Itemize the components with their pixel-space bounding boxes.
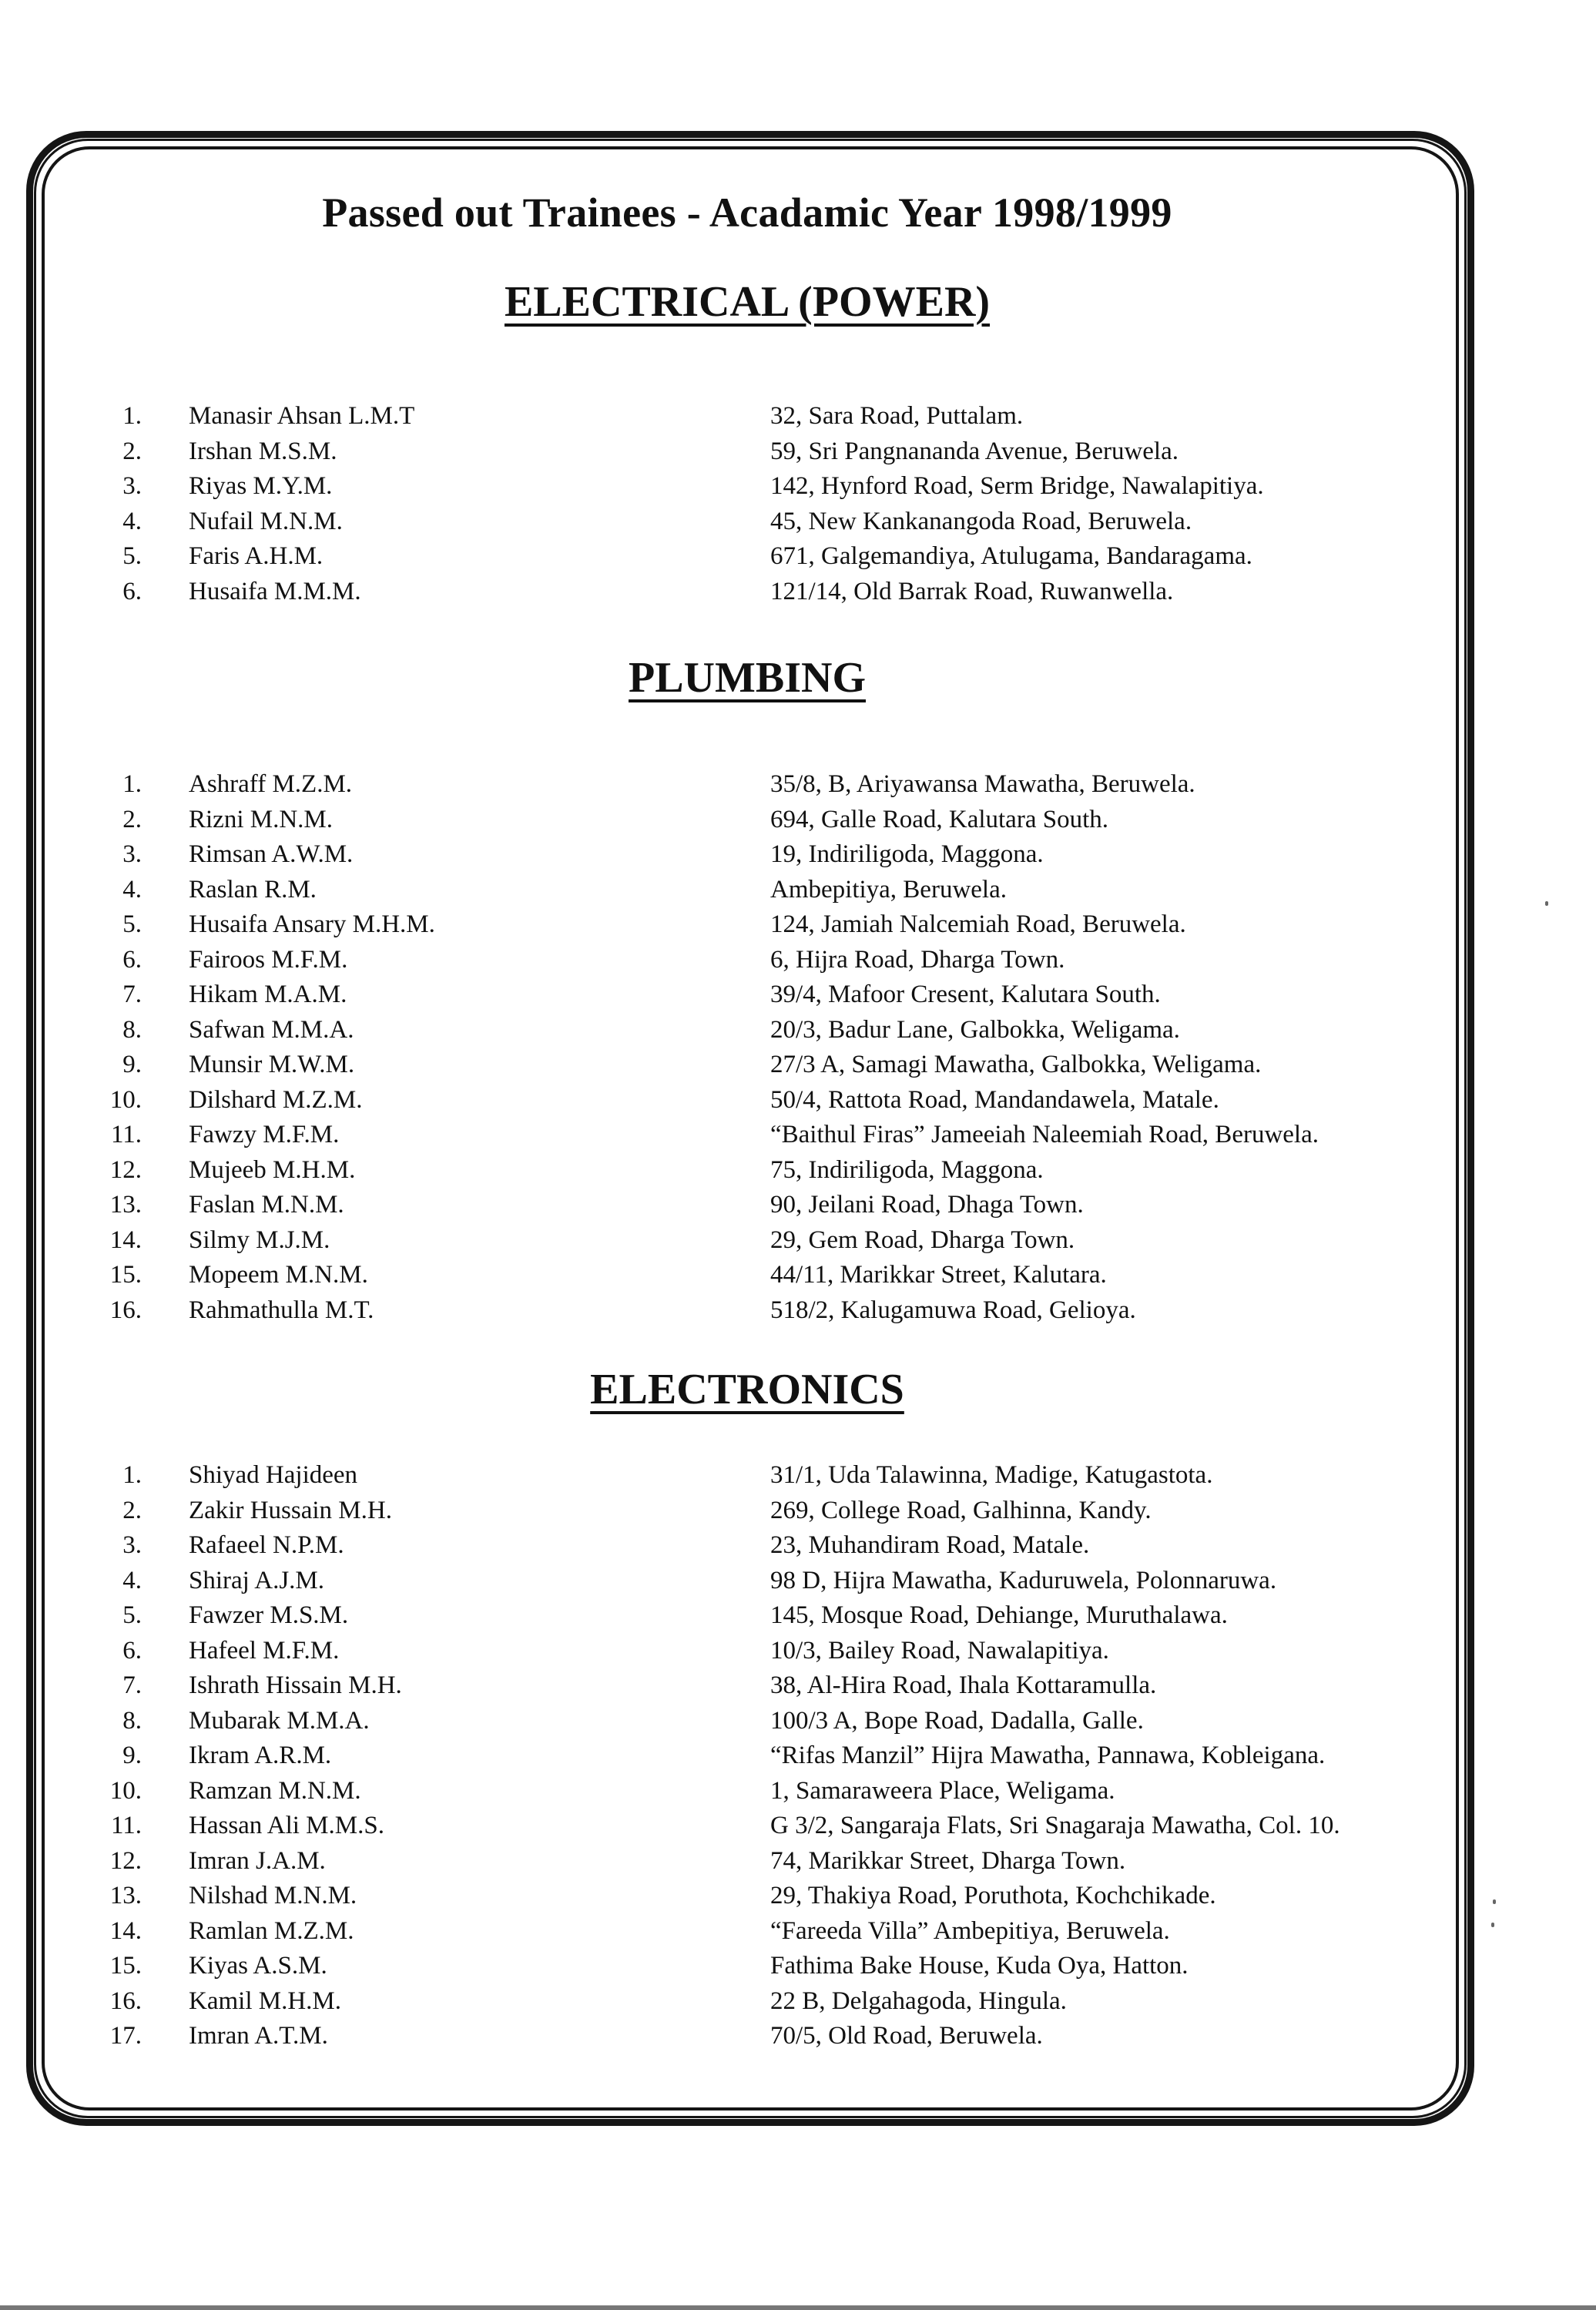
- trainee-row: [0, 943, 1596, 978]
- trainee-name: Mubarak M.M.A.: [189, 1706, 370, 1735]
- row-number: 12.: [109, 1155, 142, 1184]
- row-number: 1.: [122, 1461, 142, 1489]
- row-number: 11.: [110, 1812, 142, 1839]
- trainee-row: [0, 399, 1596, 434]
- trainee-row: [0, 1494, 1596, 1529]
- trainee-address: 6, Hijra Road, Dharga Town.: [770, 945, 1065, 974]
- row-number: 4.: [122, 875, 142, 904]
- trainee-address: 44/11, Marikkar Street, Kalutara.: [770, 1261, 1107, 1289]
- trainee-address: 145, Mosque Road, Dehiange, Muruthalawa.: [770, 1601, 1228, 1629]
- trainee-list-plumbing: [0, 767, 1596, 1328]
- trainee-name: Husaifa M.M.M.: [189, 577, 361, 605]
- trainee-row: [0, 907, 1596, 943]
- row-number: 2.: [122, 805, 142, 833]
- trainee-row: [0, 873, 1596, 908]
- trainee-name: Faslan M.N.M.: [189, 1191, 344, 1219]
- trainee-name: Hafeel M.F.M.: [189, 1636, 340, 1665]
- trainee-name: Silmy M.J.M.: [189, 1225, 330, 1254]
- trainee-row: [0, 1188, 1596, 1223]
- row-number: 5.: [122, 1601, 142, 1629]
- row-number: 10.: [109, 1085, 142, 1114]
- trainee-row: [0, 837, 1596, 873]
- row-number: 10.: [109, 1776, 142, 1805]
- trainee-row: [0, 1879, 1596, 1914]
- trainee-row: [0, 1013, 1596, 1048]
- trainee-name: Dilshard M.Z.M.: [189, 1085, 363, 1114]
- trainee-name: Mujeeb M.H.M.: [189, 1155, 356, 1184]
- row-number: 3.: [122, 840, 142, 868]
- trainee-address: “Fareeda Villa” Ambepitiya, Beruwela.: [770, 1916, 1170, 1945]
- row-number: 3.: [122, 1531, 142, 1559]
- row-number: 9.: [122, 1742, 142, 1769]
- row-number: 13.: [109, 1882, 142, 1909]
- scan-speck: [1493, 1899, 1496, 1904]
- trainee-address: 694, Galle Road, Kalutara South.: [770, 805, 1108, 833]
- row-number: 8.: [122, 1706, 142, 1735]
- trainee-name: Riyas M.Y.M.: [189, 472, 333, 500]
- trainee-address: “Baithul Firas” Jameeiah Naleemiah Road, Beruwela.: [770, 1121, 1319, 1148]
- trainee-list-electrical: [0, 399, 1596, 609]
- trainee-name: Nilshad M.N.M.: [189, 1882, 357, 1909]
- trainee-row: [0, 1153, 1596, 1189]
- row-number: 14.: [109, 1916, 142, 1945]
- trainee-row: [0, 1293, 1596, 1329]
- trainee-row: [0, 767, 1596, 803]
- trainee-name: Shiyad Hajideen: [189, 1461, 358, 1489]
- row-number: 2.: [122, 1496, 142, 1524]
- trainee-address: 23, Muhandiram Road, Matale.: [770, 1531, 1090, 1559]
- trainee-name: Ikram A.R.M.: [189, 1742, 332, 1769]
- trainee-name: Hikam M.A.M.: [189, 981, 347, 1008]
- row-number: 12.: [109, 1846, 142, 1875]
- trainee-address: 70/5, Old Road, Beruwela.: [770, 2022, 1043, 2050]
- trainee-name: Husaifa Ansary M.H.M.: [189, 910, 435, 938]
- trainee-row: [0, 1809, 1596, 1844]
- trainee-name: Rimsan A.W.M.: [189, 840, 354, 868]
- trainee-name: Fairoos M.F.M.: [189, 945, 348, 974]
- row-number: 11.: [110, 1121, 142, 1148]
- trainee-name: Ramlan M.Z.M.: [189, 1916, 354, 1945]
- trainee-address: 59, Sri Pangnananda Avenue, Beruwela.: [770, 437, 1179, 465]
- row-number: 6.: [122, 1636, 142, 1665]
- section-heading-electronics: ELECTRONICS: [590, 1366, 904, 1413]
- row-number: 17.: [109, 2022, 142, 2050]
- trainee-name: Ishrath Hissain M.H.: [189, 1671, 402, 1699]
- trainee-address: 269, College Road, Galhinna, Kandy.: [770, 1496, 1152, 1524]
- scan-edge-line: [0, 2305, 1596, 2310]
- trainee-name: Shiraj A.J.M.: [189, 1566, 325, 1594]
- trainee-address: 50/4, Rattota Road, Mandandawela, Matale.: [770, 1085, 1219, 1114]
- trainee-address: 31/1, Uda Talawinna, Madige, Katugastota.: [770, 1461, 1213, 1489]
- trainee-address: 100/3 A, Bope Road, Dadalla, Galle.: [770, 1706, 1144, 1735]
- row-number: 4.: [122, 507, 142, 535]
- trainee-address: 19, Indiriligoda, Maggona.: [770, 840, 1044, 868]
- row-number: 8.: [122, 1015, 142, 1044]
- trainee-row: [0, 1258, 1596, 1293]
- trainee-name: Faris A.H.M.: [189, 542, 324, 570]
- trainee-name: Nufail M.N.M.: [189, 507, 343, 535]
- trainee-row: [0, 977, 1596, 1013]
- trainee-row: [0, 1223, 1596, 1259]
- trainee-address: 29, Thakiya Road, Poruthota, Kochchikade.: [770, 1882, 1216, 1909]
- trainee-address: 121/14, Old Barrak Road, Ruwanwella.: [770, 577, 1174, 605]
- trainee-row: [0, 469, 1596, 505]
- trainee-address: 39/4, Mafoor Cresent, Kalutara South.: [770, 981, 1161, 1008]
- trainee-row: [0, 1634, 1596, 1669]
- document-title: Passed out Trainees - Acadamic Year 1998/1999: [322, 189, 1172, 236]
- trainee-name: Rizni M.N.M.: [189, 805, 334, 833]
- trainee-name: Raslan R.M.: [189, 875, 317, 904]
- trainee-address: 1, Samaraweera Place, Weligama.: [770, 1776, 1115, 1805]
- trainee-row: [0, 1774, 1596, 1809]
- trainee-row: [0, 1528, 1596, 1564]
- trainee-name: Zakir Hussain M.H.: [189, 1496, 392, 1524]
- trainee-row: [0, 1949, 1596, 1984]
- row-number: 15.: [109, 1952, 142, 1980]
- trainee-name: Imran J.A.M.: [189, 1846, 326, 1875]
- row-number: 14.: [109, 1225, 142, 1254]
- trainee-name: Imran A.T.M.: [189, 2022, 328, 2050]
- row-number: 5.: [122, 542, 142, 570]
- trainee-address: G 3/2, Sangaraja Flats, Sri Snagaraja Mawatha, Col. 10.: [770, 1812, 1340, 1839]
- trainee-name: Hassan Ali M.M.S.: [189, 1812, 384, 1839]
- trainee-address: 98 D, Hijra Mawatha, Kaduruwela, Polonnaruwa.: [770, 1566, 1277, 1594]
- trainee-address: 74, Marikkar Street, Dharga Town.: [770, 1846, 1126, 1875]
- row-number: 1.: [122, 770, 142, 798]
- trainee-name: Fawzy M.F.M.: [189, 1121, 340, 1148]
- row-number: 2.: [122, 437, 142, 465]
- trainee-row: [0, 1844, 1596, 1879]
- trainee-address: Ambepitiya, Beruwela.: [770, 875, 1007, 904]
- trainee-name: Mopeem M.N.M.: [189, 1261, 368, 1289]
- row-number: 7.: [122, 981, 142, 1008]
- trainee-address: 10/3, Bailey Road, Nawalapitiya.: [770, 1636, 1109, 1665]
- trainee-address: 75, Indiriligoda, Maggona.: [770, 1155, 1044, 1184]
- trainee-row: [0, 1704, 1596, 1739]
- trainee-name: Fawzer M.S.M.: [189, 1601, 349, 1629]
- trainee-row: [0, 539, 1596, 575]
- trainee-address: 27/3 A, Samagi Mawatha, Galbokka, Weligama.: [770, 1051, 1262, 1078]
- trainee-name: Munsir M.W.M.: [189, 1051, 355, 1078]
- trainee-address: 38, Al-Hira Road, Ihala Kottaramulla.: [770, 1671, 1157, 1699]
- trainee-row: [0, 434, 1596, 470]
- trainee-address: 22 B, Delgahagoda, Hingula.: [770, 1986, 1067, 2015]
- row-number: 9.: [122, 1051, 142, 1078]
- trainee-name: Safwan M.M.A.: [189, 1015, 354, 1044]
- trainee-address: 45, New Kankanangoda Road, Beruwela.: [770, 507, 1192, 535]
- trainee-row: [0, 1564, 1596, 1599]
- trainee-name: Rahmathulla M.T.: [189, 1296, 374, 1324]
- trainee-name: Rafaeel N.P.M.: [189, 1531, 344, 1559]
- trainee-row: [0, 575, 1596, 610]
- trainee-row: [0, 505, 1596, 540]
- trainee-address: 20/3, Badur Lane, Galbokka, Weligama.: [770, 1015, 1180, 1044]
- row-number: 4.: [122, 1566, 142, 1594]
- trainee-row: [0, 1083, 1596, 1118]
- row-number: 7.: [122, 1671, 142, 1699]
- trainee-row: [0, 2019, 1596, 2054]
- trainee-row: [0, 803, 1596, 838]
- trainee-name: Ashraff M.Z.M.: [189, 770, 353, 798]
- row-number: 1.: [122, 402, 142, 430]
- row-number: 6.: [122, 577, 142, 605]
- row-number: 16.: [109, 1986, 142, 2015]
- trainee-row: [0, 1984, 1596, 2020]
- trainee-name: Manasir Ahsan L.M.T: [189, 402, 415, 430]
- trainee-address: 90, Jeilani Road, Dhaga Town.: [770, 1191, 1084, 1219]
- trainee-address: 35/8, B, Ariyawansa Mawatha, Beruwela.: [770, 770, 1195, 798]
- section-heading-electrical: ELECTRICAL (POWER): [504, 278, 991, 326]
- trainee-address: 518/2, Kalugamuwa Road, Gelioya.: [770, 1296, 1136, 1324]
- trainee-address: 29, Gem Road, Dharga Town.: [770, 1225, 1075, 1254]
- trainee-address: 142, Hynford Road, Serm Bridge, Nawalapitiya.: [770, 472, 1264, 500]
- trainee-row: [0, 1668, 1596, 1704]
- scan-speck: [1545, 901, 1548, 906]
- row-number: 3.: [122, 472, 142, 500]
- trainee-name: Ramzan M.N.M.: [189, 1776, 361, 1805]
- trainee-address: 671, Galgemandiya, Atulugama, Bandaragama.: [770, 542, 1252, 570]
- trainee-row: [0, 1048, 1596, 1083]
- scan-speck: [1491, 1923, 1494, 1927]
- trainee-row: [0, 1458, 1596, 1494]
- section-heading-plumbing: PLUMBING: [629, 654, 866, 702]
- trainee-address: 124, Jamiah Nalcemiah Road, Beruwela.: [770, 910, 1186, 938]
- row-number: 6.: [122, 945, 142, 974]
- row-number: 13.: [109, 1191, 142, 1219]
- row-number: 16.: [109, 1296, 142, 1324]
- trainee-name: Kamil M.H.M.: [189, 1986, 341, 2015]
- trainee-row: [0, 1118, 1596, 1153]
- trainee-name: Kiyas A.S.M.: [189, 1952, 327, 1980]
- trainee-row: [0, 1738, 1596, 1774]
- row-number: 5.: [122, 910, 142, 938]
- trainee-address: “Rifas Manzil” Hijra Mawatha, Pannawa, Kobleigana.: [770, 1742, 1326, 1769]
- trainee-name: Irshan M.S.M.: [189, 437, 337, 465]
- trainee-row: [0, 1598, 1596, 1634]
- row-number: 15.: [109, 1261, 142, 1289]
- trainee-row: [0, 1914, 1596, 1950]
- trainee-address: 32, Sara Road, Puttalam.: [770, 402, 1024, 430]
- trainee-list-electronics: [0, 1458, 1596, 2054]
- trainee-address: Fathima Bake House, Kuda Oya, Hatton.: [770, 1952, 1189, 1980]
